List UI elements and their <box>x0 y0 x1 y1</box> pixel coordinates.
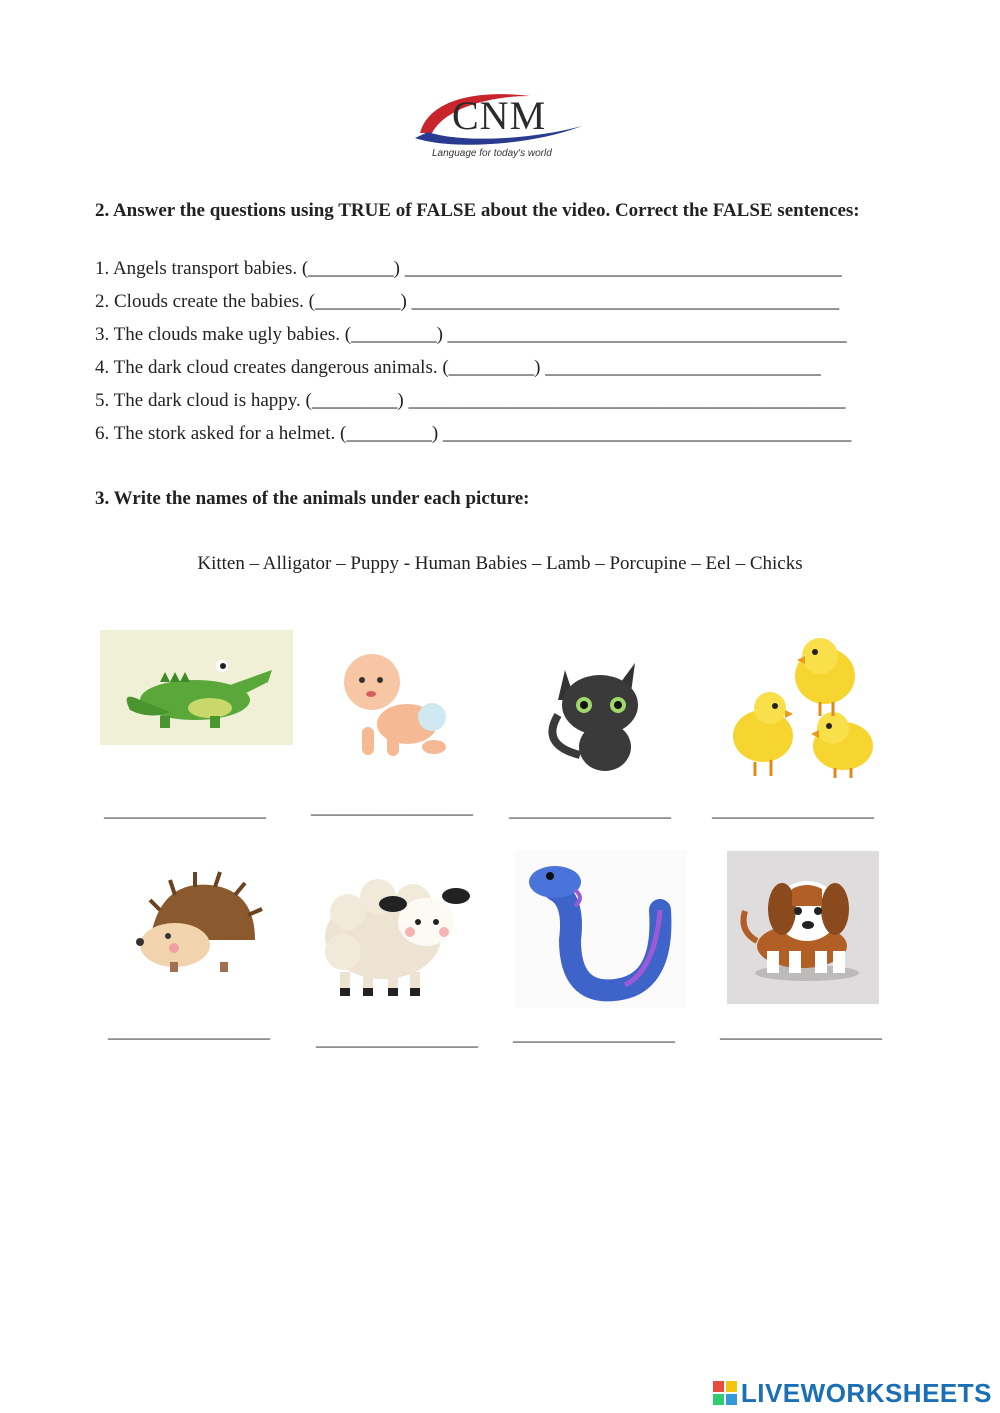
answer-blank-5[interactable]: __________________ <box>108 1021 270 1041</box>
question-6: 6. The stork asked for a helmet. (_________) ___________________________________________ <box>95 423 852 444</box>
logo-name: CNM <box>452 93 547 138</box>
word-bank: Kitten – Alligator – Puppy - Human Babies – Lamb – Porcupine – Eel – Chicks <box>197 553 803 574</box>
eel-icon <box>515 850 687 1008</box>
answer-blank-3[interactable]: __________________ <box>509 800 671 820</box>
answer-blank-1[interactable]: __________________ <box>104 800 266 820</box>
answer-blank-4[interactable]: __________________ <box>712 800 874 820</box>
kitten-icon <box>540 655 660 775</box>
cnm-logo <box>410 88 590 168</box>
liveworksheets-logo <box>713 1377 992 1409</box>
question-5: 5. The dark cloud is happy. (_________) ______________________________________________ <box>95 390 846 411</box>
section-2-heading: 2. Answer the questions using TRUE of FALSE about the video. Correct the FALSE sentences: <box>95 200 860 221</box>
question-3: 3. The clouds make ugly babies. (_________) __________________________________________ <box>95 324 847 345</box>
alligator-icon <box>100 630 293 745</box>
question-2: 2. Clouds create the babies. (_________) _____________________________________________ <box>95 291 840 312</box>
answer-blank-8[interactable]: __________________ <box>720 1021 882 1041</box>
chicks-icon <box>725 628 885 788</box>
question-1: 1. Angels transport babies. (_________) ______________________________________________ <box>95 258 842 279</box>
liveworksheets-brand: LIVEWORKSHEETS <box>740 1377 992 1408</box>
answer-blank-2[interactable]: __________________ <box>311 797 473 817</box>
section-3-heading: 3. Write the names of the animals under each picture: <box>95 488 530 509</box>
logo-tagline: Language for today's world <box>432 148 552 159</box>
question-4: 4. The dark cloud creates dangerous animals. (_________) _____________________________ <box>95 357 821 378</box>
answer-blank-6[interactable]: __________________ <box>316 1029 478 1049</box>
liveworksheets-grid-icon <box>713 1381 737 1405</box>
puppy-icon <box>727 851 879 1004</box>
baby-icon <box>322 632 472 772</box>
answer-blank-7[interactable]: __________________ <box>513 1024 675 1044</box>
porcupine-icon <box>130 870 265 980</box>
lamb-icon <box>318 852 478 1002</box>
